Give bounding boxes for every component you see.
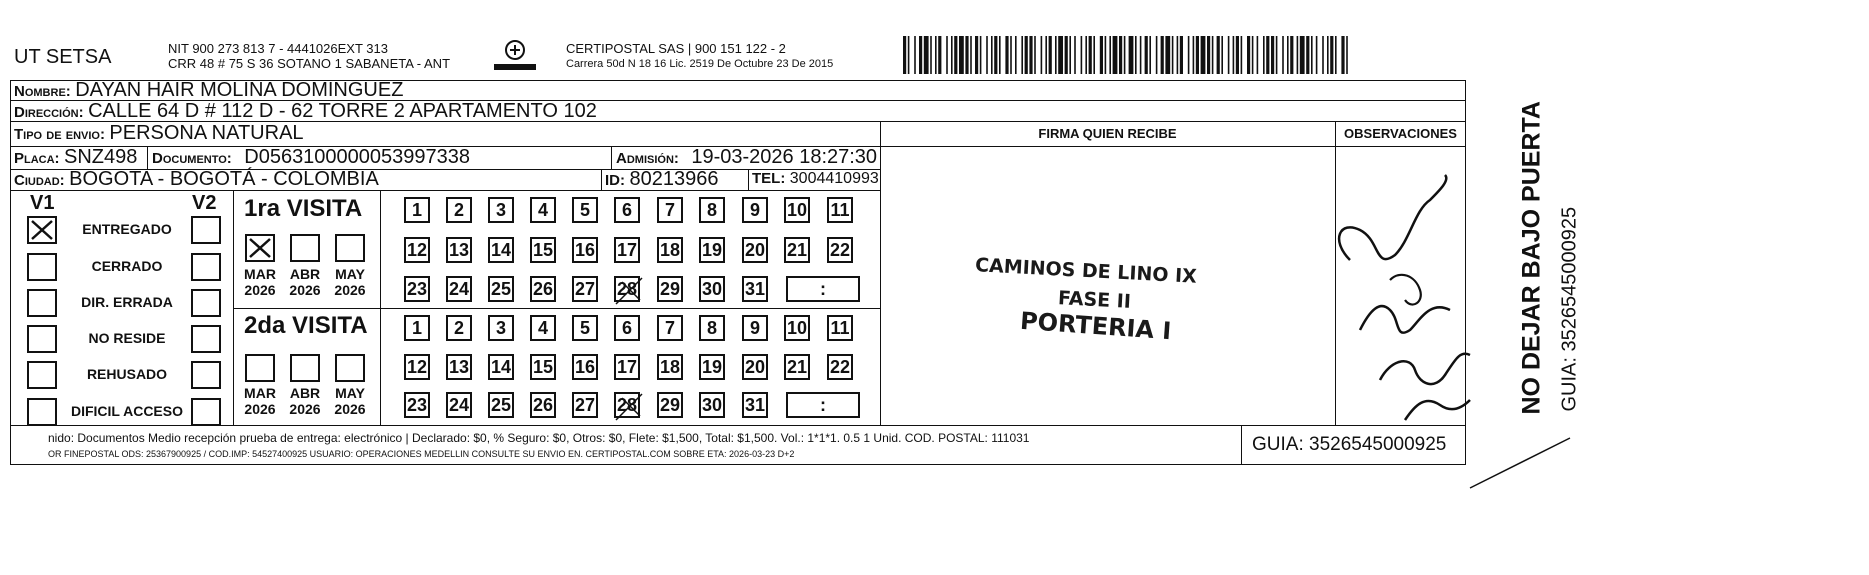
month-label [327,385,373,417]
month-checkbox[interactable] [245,354,275,382]
day-box[interactable]: 25 [488,276,514,302]
ciudad-label: Ciudad: [14,172,65,189]
day-box[interactable]: 21 [784,354,810,380]
status-label: DIR. ERRADA [81,294,173,310]
ciudad-value: BOGOTA - BOGOTÁ - COLOMBIA [69,168,379,190]
day-box[interactable]: 17 [614,237,640,263]
nombre-row [14,79,403,102]
day-box[interactable]: 23 [404,276,430,302]
month-checkbox[interactable] [335,234,365,262]
day-box[interactable]: 17 [614,354,640,380]
day-box[interactable]: 9 [742,197,768,223]
footer-line-1: nido: Documentos Medio recepción prueba de entrega: electrónico | Declarado: $0, % Seguro: $0, Otros: $0, Flete: $1,500, Total: $1,500. Vol.: 1*1*1. 0.5 1 Unid. COD. POSTAL: 111031 [48,431,1030,445]
placa-label: Placa: [14,150,60,167]
ciudad-field [14,168,379,191]
day-box[interactable]: 27 [572,392,598,418]
day-box[interactable]: 29 [657,276,683,302]
v2-checkbox[interactable] [191,361,221,389]
month-name: ABR [289,266,321,282]
month-year: 2026 [289,282,321,298]
day-box[interactable]: 1 [404,315,430,341]
month-checkbox[interactable] [245,234,275,262]
day-box[interactable]: 10 [784,197,810,223]
guia-vertical-text: GUIA: 3526545000925 [1558,206,1581,412]
direccion-value: CALLE 64 D # 112 D - 62 TORRE 2 APARTAMENTO 102 [88,100,597,122]
month-checkbox[interactable] [290,234,320,262]
day-box[interactable]: 18 [657,237,683,263]
day-box[interactable]: 15 [530,354,556,380]
placa-field [14,146,137,169]
month-label [282,266,328,298]
documento-value: D0563100000053997338 [244,146,471,168]
footer-guia: GUIA: 3526545000925 [1252,434,1447,455]
day-box[interactable]: 14 [488,354,514,380]
day-box[interactable]: 12 [404,237,430,263]
month-label [327,266,373,298]
admision-value: 19-03-2026 18:27:30 [691,146,878,168]
carrier-name: CERTIPOSTAL SAS | 900 151 122 - 2 [566,41,786,56]
day-box[interactable]: 29 [657,392,683,418]
tel-field [752,170,879,188]
month-name: MAR [244,266,276,282]
v2-checkbox[interactable] [191,216,221,244]
day-box[interactable]: 20 [742,237,768,263]
first-visit-title: 1ra VISITA [244,195,363,222]
month-year: 2026 [244,282,276,298]
day-box[interactable]: 5 [572,197,598,223]
day-box[interactable]: 24 [446,276,472,302]
admision-field [616,146,877,169]
day-box[interactable]: 8 [699,197,725,223]
id-field [605,168,718,191]
day-box[interactable]: 16 [572,354,598,380]
day-box[interactable]: 26 [530,276,556,302]
day-box[interactable]: 7 [657,197,683,223]
month-checkbox[interactable] [335,354,365,382]
status-label: REHUSADO [86,366,168,382]
day-box[interactable]: 7 [657,315,683,341]
day-box[interactable]: 25 [488,392,514,418]
certipostal-logo [492,38,538,74]
day-box[interactable]: 8 [699,315,725,341]
stamp-line-1: CAMINOS DE LINO IX [974,254,1198,288]
day-box[interactable]: 14 [488,237,514,263]
barcode [903,36,1348,74]
month-label [237,266,283,298]
day-box[interactable]: 30 [699,392,725,418]
month-label [237,385,283,417]
day-box[interactable]: 3 [488,197,514,223]
day-box[interactable]: 16 [572,237,598,263]
day-box[interactable]: 5 [572,315,598,341]
day-box[interactable]: 12 [404,354,430,380]
month-year: 2026 [334,282,366,298]
month-checkbox[interactable] [290,354,320,382]
day-box[interactable]: 4 [530,197,556,223]
day-box[interactable]: 28 [614,276,640,302]
day-box[interactable]: 27 [572,276,598,302]
handwritten-signature [1320,160,1485,430]
stamp-line-2: FASE II [1057,287,1132,313]
day-box[interactable]: 26 [530,392,556,418]
documento-field [152,146,470,169]
day-box[interactable]: 30 [699,276,725,302]
day-box[interactable]: 22 [827,354,853,380]
month-name: ABR [289,385,321,401]
torn-edge-line [1460,430,1580,495]
day-box[interactable]: 20 [742,354,768,380]
v2-checkbox[interactable] [191,398,221,426]
day-box[interactable]: 28 [614,392,640,418]
day-box[interactable]: 24 [446,392,472,418]
v2-checkbox[interactable] [191,253,221,281]
day-box[interactable]: 6 [614,315,640,341]
observaciones-label: OBSERVACIONES [1344,126,1457,141]
day-box[interactable]: 11 [827,197,853,223]
time-box[interactable]: : [786,276,860,302]
day-box[interactable]: 31 [742,276,768,302]
day-box[interactable]: 2 [446,197,472,223]
stamp-line-3: PORTERIA I [1019,306,1173,346]
month-label [282,385,328,417]
nit-line: NIT 900 273 813 7 - 4441026EXT 313 [168,41,388,56]
v2-label: V2 [192,192,217,214]
no-dejar-text: NO DEJAR BAJO PUERTA [1517,101,1546,415]
direccion-label: Dirección: [14,104,84,121]
tipo-label: Tipo de envio: [14,126,105,143]
tel-value: 3004410993 [789,170,879,187]
v2-checkbox[interactable] [191,325,221,353]
firma-label: FIRMA QUIEN RECIBE [1038,126,1177,141]
placa-value: SNZ498 [64,146,138,168]
day-box[interactable]: 3 [488,315,514,341]
day-box[interactable]: 9 [742,315,768,341]
day-box[interactable]: 6 [614,197,640,223]
day-box[interactable]: 21 [784,237,810,263]
month-year: 2026 [289,401,321,417]
nombre-label: Nombre: [14,83,71,100]
tipo-row [14,122,304,145]
time-box[interactable]: : [786,392,860,418]
day-box[interactable]: 18 [657,354,683,380]
address-line: CRR 48 # 75 S 36 SOTANO 1 SABANETA - ANT [168,56,451,71]
day-box[interactable]: 4 [530,315,556,341]
day-box[interactable]: 10 [784,315,810,341]
day-box[interactable]: 15 [530,237,556,263]
status-label: CERRADO [91,258,163,274]
id-value: 80213966 [629,168,719,190]
day-box[interactable]: 13 [446,354,472,380]
month-year: 2026 [244,401,276,417]
day-box[interactable]: 13 [446,237,472,263]
status-label: DIFICIL ACCESO [70,403,183,419]
day-box[interactable]: 19 [699,354,725,380]
v2-checkbox[interactable] [191,289,221,317]
day-box[interactable]: 19 [699,237,725,263]
carrier-license: Carrera 50d N 18 16 Lic. 2519 De Octubre 23 De 2015 [566,58,834,70]
v1-label: V1 [30,192,55,214]
id-label: ID: [605,172,625,189]
month-name: MAY [335,266,365,282]
direccion-row [14,100,597,123]
day-box[interactable]: 11 [827,315,853,341]
day-box[interactable]: 23 [404,392,430,418]
month-name: MAY [335,385,365,401]
tel-label: TEL: [752,170,786,187]
footer-line-2: OR FINEPOSTAL ODS: 25367900925 / COD.IMP: 54527400925 USUARIO: OPERACIONES MEDELLIN CONSULTE SU ENVIO EN. CERTIPOSTAL.COM SOBRE ETA: 2026-03-23 D+2 [48,449,795,459]
day-box[interactable]: 22 [827,237,853,263]
status-label: ENTREGADO [82,221,172,237]
day-box[interactable]: 2 [446,315,472,341]
day-box[interactable]: 1 [404,197,430,223]
month-name: MAR [244,385,276,401]
month-year: 2026 [334,401,366,417]
admision-label: Admisión: [616,150,679,167]
tipo-value: PERSONA NATURAL [109,122,304,144]
day-box[interactable]: 31 [742,392,768,418]
status-label: NO RESIDE [88,330,166,346]
second-visit-title: 2da VISITA [244,312,368,339]
nombre-value: DAYAN HAIR MOLINA DOMINGUEZ [75,79,404,101]
documento-label: Documento: [152,150,232,167]
company-name: UT SETSA [14,46,112,68]
